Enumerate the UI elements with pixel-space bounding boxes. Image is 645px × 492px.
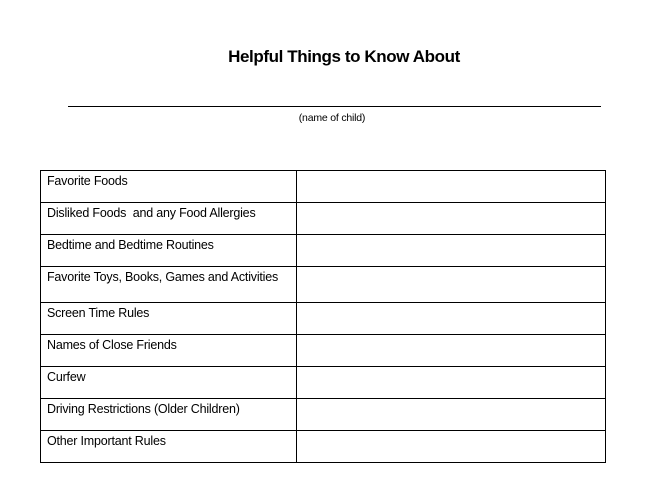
row-value-driving-restrictions[interactable] — [297, 399, 606, 431]
row-label-screen-time: Screen Time Rules — [41, 303, 297, 335]
table-row — [41, 367, 606, 399]
row-label-curfew: Curfew — [41, 367, 297, 399]
row-value-other-rules[interactable] — [297, 431, 606, 463]
page-title: Helpful Things to Know About — [228, 47, 460, 66]
row-value-favorite-foods[interactable] — [297, 171, 606, 203]
row-value-favorite-toys[interactable] — [297, 267, 606, 303]
table-row — [41, 303, 606, 335]
row-value-screen-time[interactable] — [297, 303, 606, 335]
row-label-close-friends: Names of Close Friends — [41, 335, 297, 367]
table-row — [41, 171, 606, 203]
row-label-favorite-toys: Favorite Toys, Books, Games and Activities — [41, 267, 297, 303]
table-row — [41, 235, 606, 267]
row-label-favorite-foods: Favorite Foods — [41, 171, 297, 203]
table-row — [41, 203, 606, 235]
row-label-bedtime: Bedtime and Bedtime Routines — [41, 235, 297, 267]
child-name-caption: (name of child) — [298, 112, 366, 124]
row-value-bedtime[interactable] — [297, 235, 606, 267]
row-label-other-rules: Other Important Rules — [41, 431, 297, 463]
table-row — [41, 267, 606, 303]
child-name-line[interactable] — [68, 106, 601, 107]
row-value-disliked-foods[interactable] — [297, 203, 606, 235]
row-value-curfew[interactable] — [297, 367, 606, 399]
info-table — [40, 170, 606, 463]
row-value-close-friends[interactable] — [297, 335, 606, 367]
table-row — [41, 399, 606, 431]
table-row — [41, 335, 606, 367]
row-label-disliked-foods: Disliked Foods and any Food Allergies — [41, 203, 297, 235]
row-label-driving-restrictions: Driving Restrictions (Older Children) — [41, 399, 297, 431]
table-row — [41, 431, 606, 463]
